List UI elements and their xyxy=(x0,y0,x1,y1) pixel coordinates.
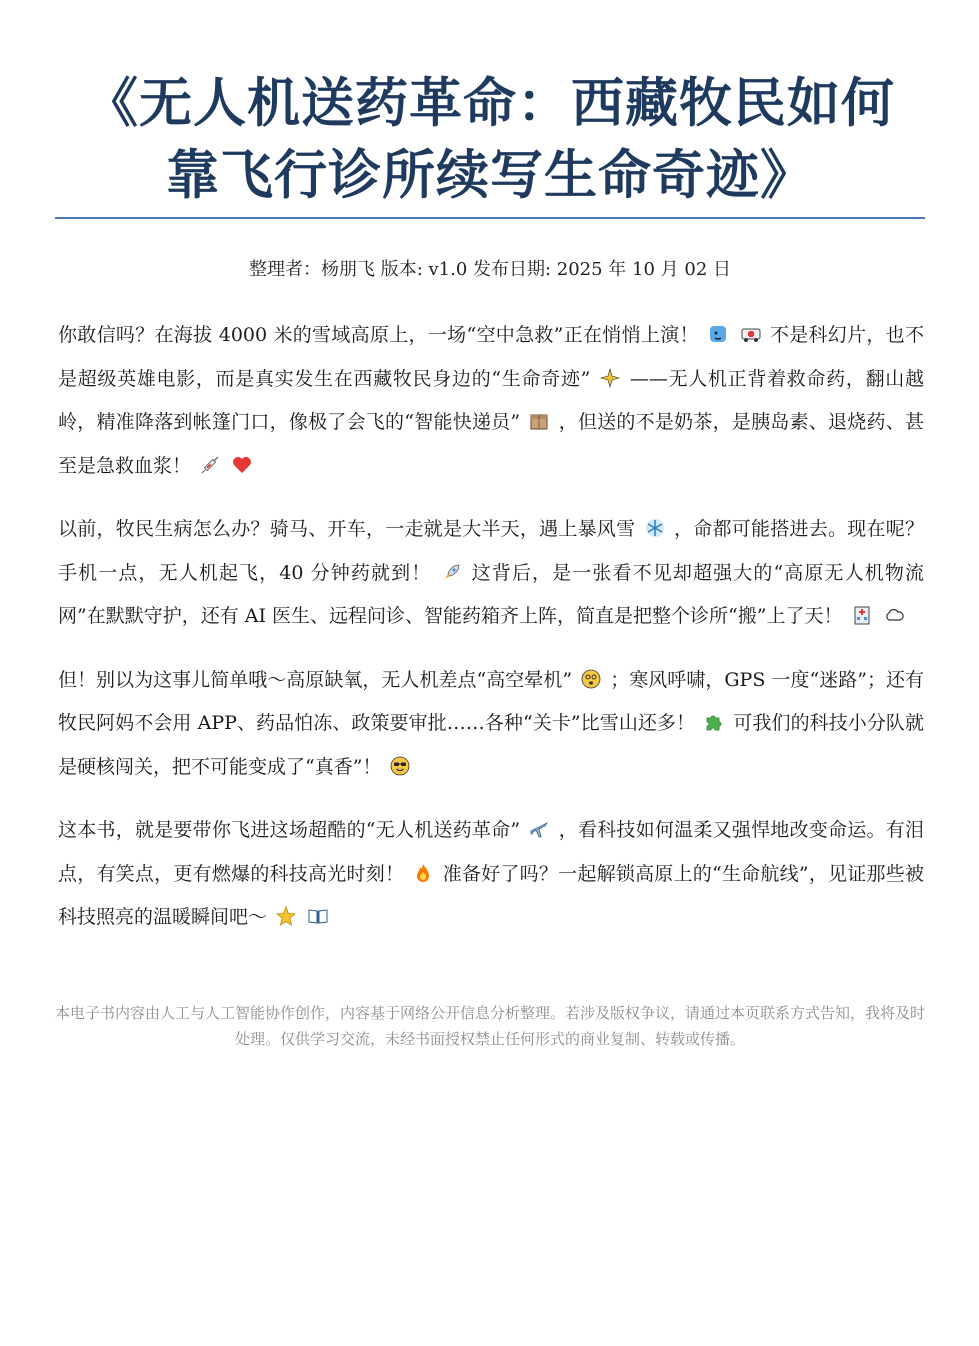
publication-meta: 整理者：杨朋飞 版本: v1.0 发布日期: 2025 年 10 月 02 日 xyxy=(248,259,732,280)
paragraph-text: 可我们的科技小分队就是硬核闯关，把不可能变成了“真香”！ xyxy=(58,712,924,778)
paragraph-text: ，命都可能搭进去。现在呢？手机一点，无人机起飞，40 分钟药就到！ xyxy=(58,518,924,584)
paragraph-text: ，但送的不是奶茶，是胰岛素、退烧药、甚至是急救血浆！ xyxy=(58,411,924,477)
open-book-icon xyxy=(307,905,329,927)
dizzy-face-icon xyxy=(580,668,602,690)
paragraph-text: 不是科幻片，也不是超级英雄电影，而是真实发生在西藏牧民身边的“生命奇迹” xyxy=(58,324,924,390)
copyright-disclaimer: 本电子书内容由人工与人工智能协作创作，内容基于网络公开信息分析整理。若涉及版权争议，请通过本页联系方式告知，我将及时处理。仅供学习交流，未经书面授权禁止任何形式的商业复制、转载或传播。 xyxy=(55,1004,926,1048)
paragraph-text: ，看科技如何温柔又强悍地改变命运。有泪点，有笑点，更有燃爆的科技高光时刻！ xyxy=(58,819,924,885)
snowflake-icon xyxy=(644,517,666,539)
package-box-icon xyxy=(528,410,550,432)
intro-paragraph-1 xyxy=(58,314,924,488)
paragraph-text: 准备好了吗？一起解锁高原上的“生命航线”，见证那些被科技照亮的温暖瞬间吧～ xyxy=(58,862,924,928)
sparkles-icon xyxy=(599,367,621,389)
paragraph-text: ——无人机正背着救命药，翻山越岭，精准降落到帐篷门口，像极了会飞的“智能快递员” xyxy=(58,367,924,433)
book-title xyxy=(55,68,925,212)
intro-paragraph-4 xyxy=(58,809,924,940)
book-title-line-2: 靠飞行诊所续写生命奇迹》 xyxy=(166,145,814,206)
intro-paragraph-3 xyxy=(58,659,924,790)
paragraph-text: ；寒风呼啸，GPS 一度“迷路”；还有牧民阿妈不会用 APP、药品怕冻、政策要审批……各种“关卡”比雪山还多！ xyxy=(58,668,925,734)
sunglasses-face-icon xyxy=(389,755,411,777)
title-divider xyxy=(55,217,925,219)
person-face-icon xyxy=(707,323,729,345)
paragraph-text: 以前，牧民生病怎么办？骑马、开车，一走就是大半天，遇上暴风雪 xyxy=(58,518,636,540)
cloud-icon xyxy=(883,604,905,626)
hospital-building-icon xyxy=(851,604,873,626)
puzzle-piece-icon xyxy=(703,711,725,733)
book-title-line-1: 《无人机送药革命：西藏牧民如何 xyxy=(85,73,895,134)
glowing-star-icon xyxy=(275,905,297,927)
paragraph-text: 这本书，就是要带你飞进这场超酷的“无人机送药革命” xyxy=(58,819,521,841)
fire-icon xyxy=(412,862,434,884)
airplane-icon xyxy=(528,818,550,840)
paragraph-text: 这背后，是一张看不见却超强大的“高原无人机物流网”在默默守护，还有 AI 医生、远程问诊、智能药箱齐上阵，简直是把整个诊所“搬”上了天！ xyxy=(58,561,925,627)
paragraph-text: 但！别以为这事儿简单哦～高原缺氧，无人机差点“高空晕机” xyxy=(58,668,573,691)
rocket-icon xyxy=(441,561,463,583)
intro-body xyxy=(58,314,924,960)
red-heart-icon xyxy=(231,454,253,476)
paragraph-text: 你敢信吗？在海拔 4000 米的雪域高原上，一场“空中急救”正在悄悄上演！ xyxy=(58,324,699,346)
syringe-icon xyxy=(199,454,221,476)
ambulance-icon xyxy=(740,323,762,345)
intro-paragraph-2 xyxy=(58,508,924,639)
